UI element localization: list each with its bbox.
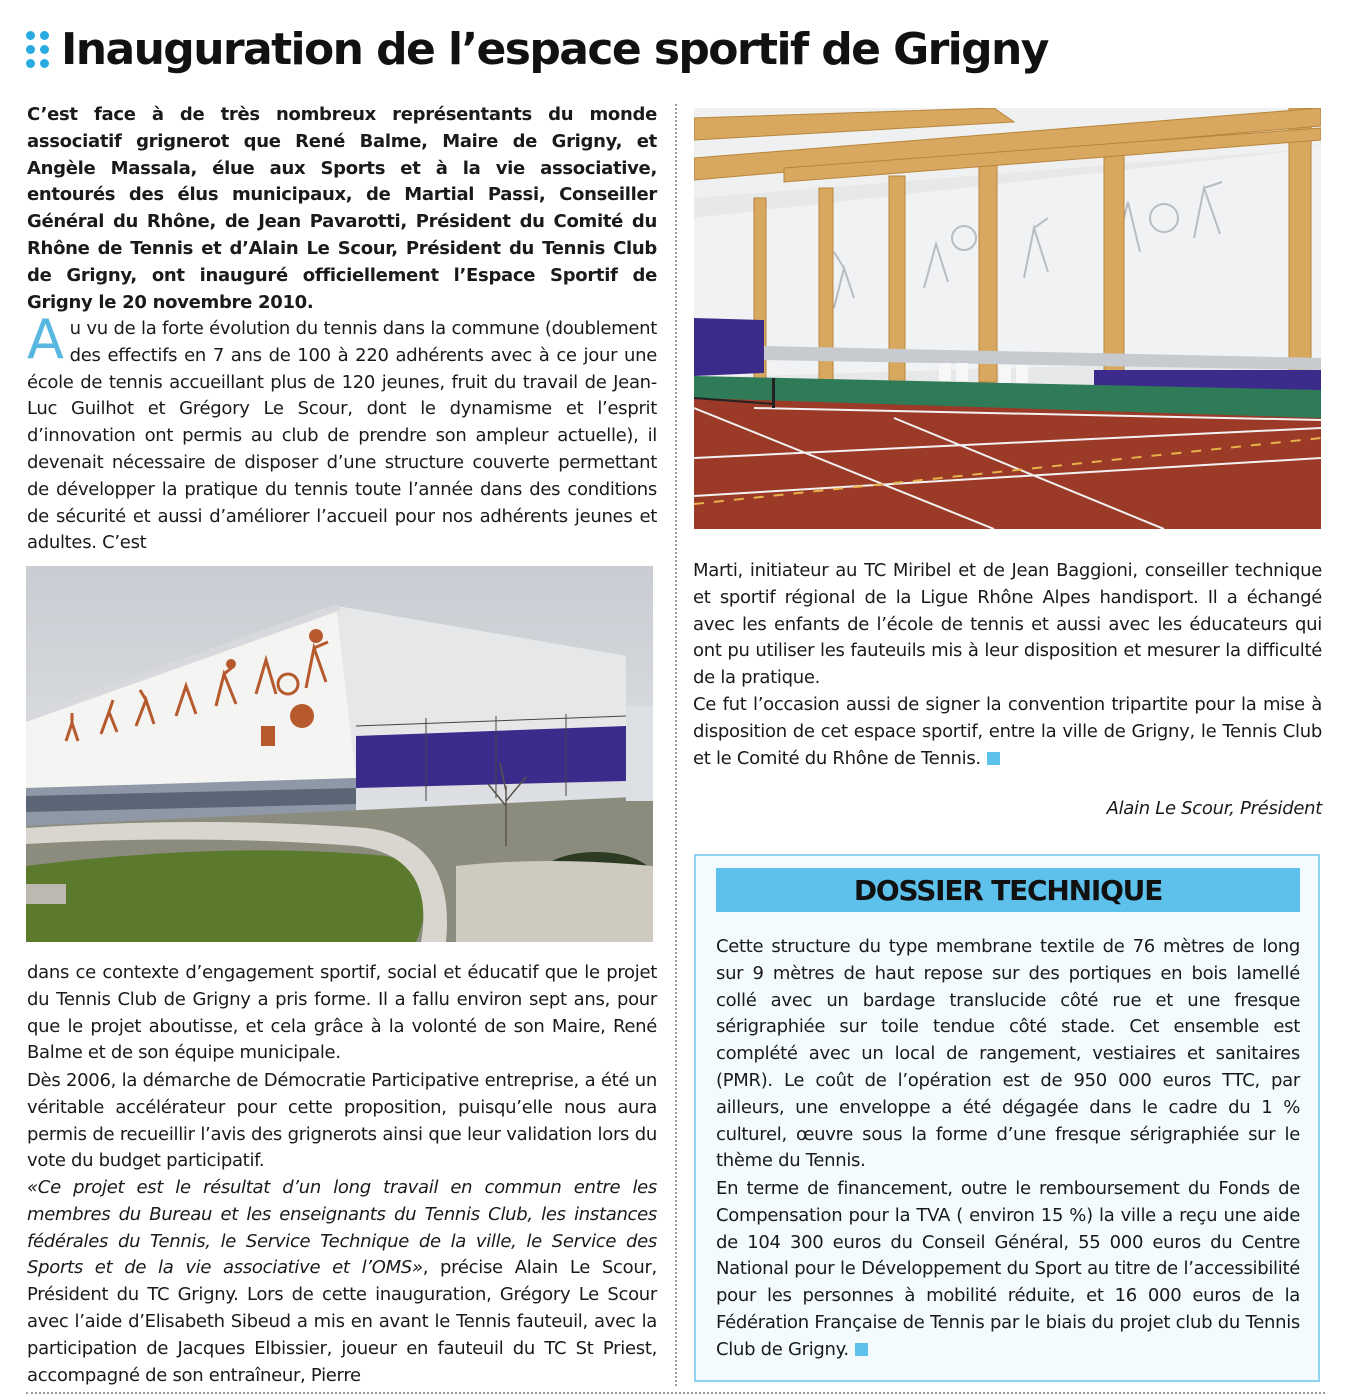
body-paragraph-6: [693, 692, 1322, 772]
body-paragraph-1-text: u vu de la forte évolution du tennis dans la commune (doublement des effectifs en 7 ans de 100 à 220 adhérents avec à ce jour une école de tennis accueillant plus de 120 jeunes, fruit du travail de Jean-Luc Guilhot et Grégory Le Scour, dont le dynamisme et l’esprit d’innovation ont permis au club de prendre son ampleur actuelle), il devenait nécessaire de disposer d’une structure couverte permettant de développer la pratique du tennis toute l’année dans des conditions de sécurité et aussi d’améliorer l’accueil pour nos adhérents jeunes et adultes. C’est: [27, 318, 657, 554]
title-bar: [26, 14, 1048, 84]
quote-text: «Ce projet est le résultat d’un long travail en commun entre les membres du Bureau et les enseignants du Tennis Club, les instances fédérales du Tennis, le Service Technique de la ville, le Service des Sports et de la vie associative et l’OMS»: [27, 1177, 657, 1279]
page-title: Inauguration de l’espace sportif de Grigny: [61, 23, 1048, 75]
dossier-title: DOSSIER TECHNIQUE: [853, 873, 1163, 907]
body-paragraph-6-text: Ce fut l’occasion aussi de signer la convention tripartite pour la mise à disposition de cet espace sportif, entre la ville de Grigny, le Tennis Club et le Comité du Rhône de Tennis.: [693, 694, 1322, 769]
title-dots-icon: [26, 31, 49, 68]
body-paragraph-4-text: , précise Alain Le Scour, Président du TC Grigny. Lors de cette inauguration, Grégory Le Scour avec l’aide d’Elisabeth Sibeud a mis en avant le Tennis fauteuil, avec la participation de Jacques Elbissier, joueur en fauteuil du TC St Priest, accompagné de son entraîneur, Pierre: [27, 1257, 657, 1386]
dossier-paragraph-1: Cette structure du type membrane textile de 76 mètres de long sur 9 mètres de haut repose sur des portiques en bois lamellé collé avec un bardage translucide côté rue et une fresque sérigraphiée sur toile tendue côté stade. Cet ensemble est complété avec un local de rangement, vestiaires et sanitaires (PMR). Le coût de l’opération est de 950 000 euros TTC, par ailleurs, une enveloppe a été dégagée dans le cadre du 1 % culturel, œuvre sous la forme d’une fresque sérigraphiée sur le thème du Tennis.: [716, 936, 1300, 1172]
end-square-icon: [987, 752, 1000, 765]
dossier-technique-box: [694, 854, 1320, 1382]
dossier-paragraph-2: [716, 1176, 1300, 1364]
dossier-paragraph-2-text: En terme de financement, outre le remboursement du Fonds de Compensation pour la TVA ( environ 15 %) la ville a reçu une aide de 104 300 euros du Conseil Général, 55 000 euros du Centre National pour le Développement du Sport au titre de l’accessibilité pour les personnes à mobilité réduite, et 16 000 euros de la Fédération Française de Tennis par le biais du projet club du Tennis Club de Grigny.: [716, 1178, 1300, 1360]
end-square-icon: [855, 1343, 868, 1356]
drop-cap: A: [27, 308, 64, 371]
bottom-rule: [26, 1392, 1325, 1394]
body-paragraph-2: dans ce contexte d’engagement sportif, social et éducatif que le projet du Tennis Club de Grigny a pris forme. Il a fallu environ sept ans, pour que le projet aboutisse, et cela grâce à la volonté de son Maire, René Balme et de son équipe municipale.: [27, 962, 657, 1064]
article-signature: Alain Le Scour, Président: [1106, 798, 1322, 819]
dossier-header: [716, 868, 1300, 912]
indoor-court-photo: [694, 108, 1321, 529]
body-paragraph-1: [27, 308, 657, 557]
body-paragraph-4: [27, 1175, 657, 1389]
body-paragraph-5: Marti, initiateur au TC Miribel et de Jean Baggioni, conseiller technique et sportif régional de la Ligue Rhône Alpes handisport. Il a échangé avec les enfants de l’école de tennis et aussi avec les éducateurs qui ont pu utiliser les fauteuils mis à leur disposition et mesurer la difficulté de la pratique.: [693, 560, 1322, 689]
body-paragraph-3: Dès 2006, la démarche de Démocratie Participative entreprise, a été un véritable accélérateur pour cette proposition, puisqu’elle nous aura permis de recueillir l’avis des grignerots ainsi que leur validation lors du vote du budget participatif.: [27, 1070, 657, 1172]
intro-paragraph: C’est face à de très nombreux représentants du monde associatif grignerot que René Balme, Maire de Grigny, et Angèle Massala, élue aux Sports et à la vie associative, entourés des élus municipaux, de Martial Passi, Conseiller Général du Rhône, de Jean Pavarotti, Président du Comité du Rhône de Tennis et d’Alain Le Scour, Président du Tennis Club de Grigny, ont inauguré officiellement l’Espace Sportif de Grigny le 20 novembre 2010.: [27, 104, 657, 313]
building-exterior-photo: [26, 566, 653, 942]
column-divider: [675, 104, 677, 1386]
